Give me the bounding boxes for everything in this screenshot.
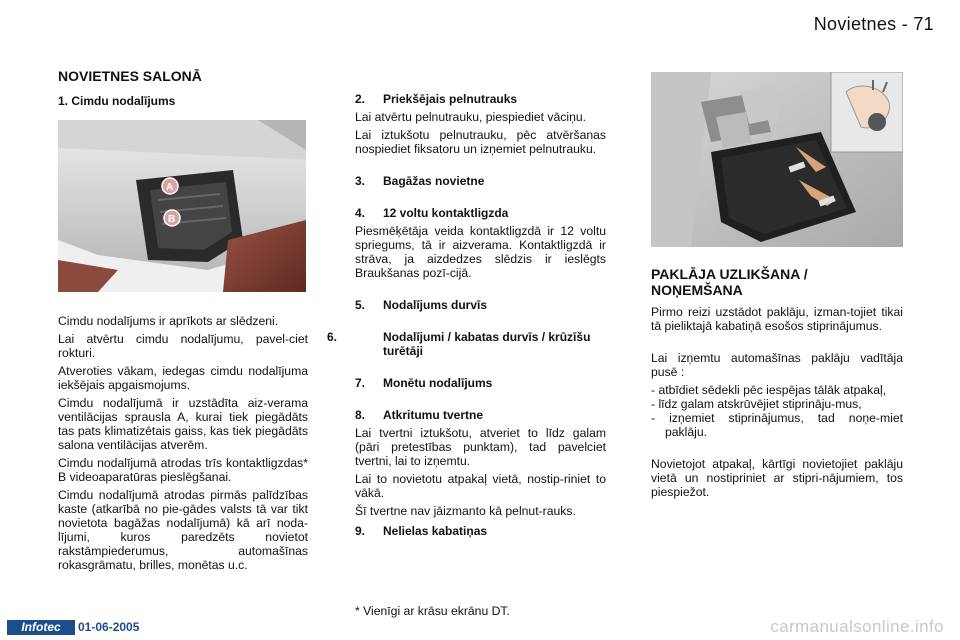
floor-mat-photo	[651, 72, 903, 247]
paragraph: Lai izņemtu automašīnas paklāju vadītāja pusē :	[651, 351, 903, 379]
mat-heading: PAKLĀJA UZLIKŠANA / NOŅEMŠANA	[651, 266, 808, 298]
paragraph: Lai atvērtu pelnutrauku, piespiediet vāciņu.	[355, 110, 587, 124]
paragraph: Cimdu nodalījumā atrodas pirmās palīdzības kaste (atkarībā no pie-gādes valsts tā var tikt novietota bagāžas nodalījumā) kā arī noda-lījumi, kuros paredzēts novietot rakstāmpiederumus, automašīnas rokasgrāmatu, brilles, monētas u.c.	[58, 488, 308, 572]
paragraph: Atveroties vākam, iedegas cimdu nodalījuma iekšējais apgaismojums.	[58, 364, 308, 392]
section-title: NOVIETNES SALONĀ	[58, 68, 202, 84]
paragraph: Novietojot atpakaļ, kārtīgi novietojiet paklāju vietā un nostipriniet ar stipri-nājumiem, tos piespiežot.	[651, 457, 903, 499]
item-heading: 5. Nodalījums durvīs	[355, 298, 488, 312]
item-heading: 4. 12 voltu kontaktligzda	[355, 206, 509, 220]
glovebox-text	[58, 314, 308, 572]
item-heading: 7. Monētu nodalījums	[355, 376, 493, 390]
paragraph: Lai to novietotu atpakaļ vietā, nostip-riniet to vākā.	[355, 472, 606, 500]
steps-list	[651, 383, 903, 439]
paragraph: Cimdu nodalījumā ir uzstādīta aiz-verama ventilācijas sprausla A, kurai tiek piegādāts tas pats klimatizētais gaiss, kas tiek piegādāts salona ventilācijas atverēm.	[58, 396, 308, 452]
paragraph: Cimdu nodalījums ir aprīkots ar slēdzeni.	[58, 314, 279, 328]
label-a: A	[166, 182, 174, 193]
item-heading: 8. Atkritumu tvertne	[355, 408, 484, 422]
list-item: - līdz galam atskrūvējiet stiprināju-mus,	[651, 397, 862, 411]
paragraph: Šī tvertne nav jāizmanto kā pelnut-rauks.	[355, 504, 576, 518]
paragraph: Lai atvērtu cimdu nodalījumu, pavel-ciet rokturi.	[58, 332, 308, 360]
item-heading-glovebox: 1. Cimdu nodalījums	[58, 94, 176, 108]
footnote: * Vienīgi ar krāsu ekrānu DT.	[355, 604, 510, 618]
paragraph: Pirmo reizi uzstādot paklāju, izman-tojiet tikai tā pieliktajā kabatiņā esošos stiprinājumus.	[651, 305, 903, 333]
items-column	[327, 92, 606, 538]
infotec-logo: Infotec	[7, 620, 75, 635]
paragraph: Piesmēķētāja veida kontaktligzdā ir 12 voltu spriegums, tā ir aizverama. Kontaktligzdā ir strāva, ja aizdedzes slēdzis ir ieslēgts Braukšanas pozī-cijā.	[355, 224, 606, 280]
list-item: - atbīdiet sēdekli pēc iespējas tālāk atpakaļ,	[651, 383, 887, 397]
paragraph: Cimdu nodalījumā atrodas trīs kontaktligzdas* B videoaparatūras pieslēgšanai.	[58, 456, 308, 484]
footer-date: 01-06-2005	[78, 620, 140, 634]
paragraph: Lai iztukšotu pelnutrauku, pēc atvēršanas nospiediet fiksatoru un izņemiet pelnutrauku.	[355, 128, 606, 156]
glovebox-photo	[58, 120, 306, 292]
mat-text	[651, 305, 903, 499]
paragraph: Lai tvertni iztukšotu, atveriet to līdz galam (pāri pretestības punktam), tad pavelciet tvertni, lai to izņemtu.	[355, 426, 606, 468]
item-heading: 3. Bagāžas novietne	[355, 174, 485, 188]
list-item: - izņemiet stiprinājumus, tad noņe-miet paklāju.	[651, 411, 903, 439]
item-heading: 9. Nelielas kabatiņas	[355, 524, 488, 538]
label-b: B	[168, 214, 176, 225]
item-heading: 6. Nodalījumi / kabatas durvīs / krūzīšu turētāji	[327, 330, 591, 358]
page-title: Novietnes - 71	[813, 14, 934, 34]
item-heading: 2. Priekšējais pelnutrauks	[355, 92, 518, 106]
watermark: carmanualsonline.info	[770, 617, 944, 636]
